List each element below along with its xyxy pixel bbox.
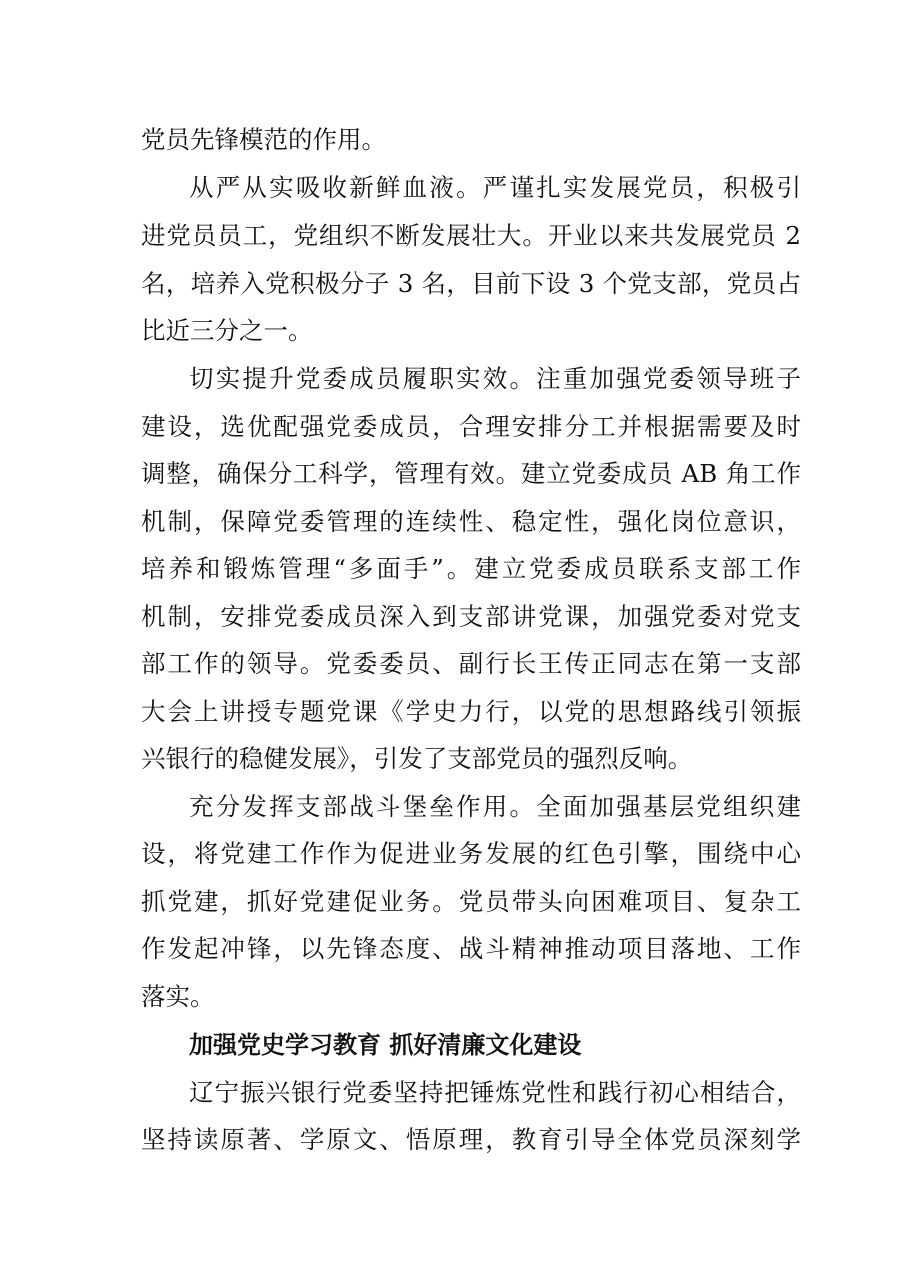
paragraph-line: 抓党建，抓好党建促业务。党员带头向困难项目、复杂工 [141, 887, 801, 916]
paragraph-line: 机制，安排党委成员深入到支部讲党课，加强党委对党支 [141, 602, 801, 631]
paragraph-line: 培养和锻炼管理“多面手”。建立党委成员联系支部工作 [141, 554, 801, 583]
paragraph-line: 充分发挥支部战斗堡垒作用。全面加强基层党组织建 [189, 792, 801, 821]
paragraph-line: 名，培养入党积极分子 3 名，目前下设 3 个党支部，党员占 [141, 269, 801, 298]
paragraph-line: 辽宁振兴银行党委坚持把锤炼党性和践行初心相结合， [189, 1078, 801, 1107]
paragraph-line: 设，将党建工作作为促进业务发展的红色引擎，围绕中心 [141, 839, 801, 868]
paragraph-line: 党员先锋模范的作用。 [141, 125, 386, 154]
paragraph-line: 建设，选优配强党委成员，合理安排分工并根据需要及时 [141, 412, 801, 441]
paragraph-line: 切实提升党委成员履职实效。注重加强党委领导班子 [189, 364, 801, 393]
paragraph-line: 兴银行的稳健发展》，引发了支部党员的强烈反响。 [141, 744, 693, 773]
paragraph-line: 大会上讲授专题党课《学史力行，以党的思想路线引领振 [141, 697, 801, 726]
paragraph-line: 作发起冲锋，以先锋态度、战斗精神推动项目落地、工作 [141, 934, 801, 963]
paragraph-line: 落实。 [141, 982, 215, 1011]
paragraph-line: 调整，确保分工科学，管理有效。建立党委成员 AB 角工作 [141, 459, 801, 488]
paragraph-line: 进党员员工，党组织不断发展壮大。开业以来共发展党员 2 [141, 221, 801, 250]
paragraph-line: 坚持读原著、学原文、悟原理，教育引导全体党员深刻学 [141, 1125, 801, 1154]
paragraph-line: 比近三分之一。 [141, 316, 313, 345]
section-heading: 加强党史学习教育 抓好清廉文化建设 [189, 1031, 582, 1059]
paragraph-line: 从严从实吸收新鲜血液。严谨扎实发展党员，积极引 [189, 173, 801, 202]
paragraph-line: 部工作的领导。党委委员、副行长王传正同志在第一支部 [141, 649, 801, 678]
paragraph-line: 机制，保障党委管理的连续性、稳定性，强化岗位意识， [141, 507, 801, 536]
